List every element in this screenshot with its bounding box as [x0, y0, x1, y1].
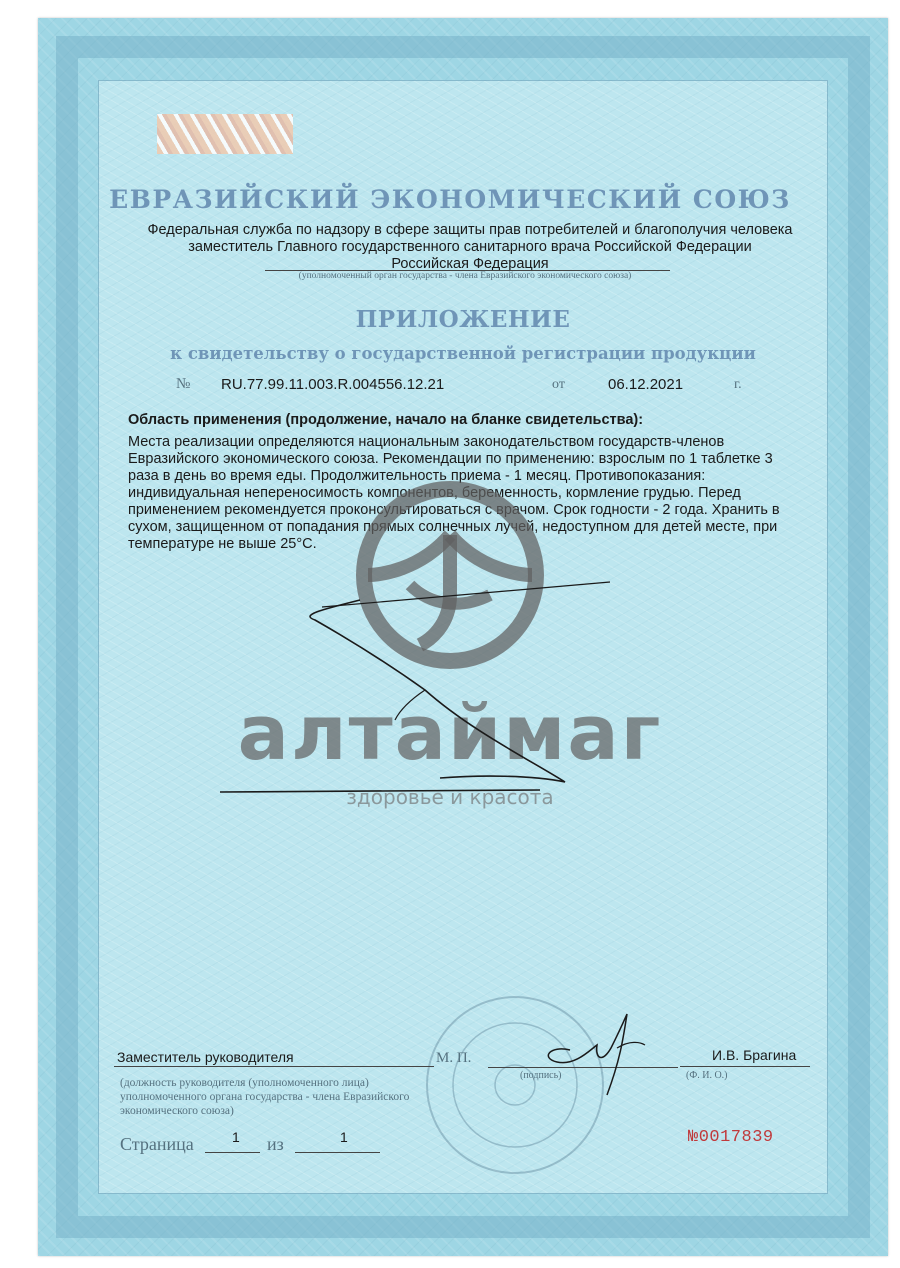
position-underline	[114, 1066, 434, 1067]
registration-date: 06.12.2021	[608, 376, 684, 393]
scope-body: Места реализации определяются национальным законодательством государств-членов Евразийского экономического союза. Рекомендации по применению: взрослым по 1 таблетке 3 раза в день во время еды. Продолжительность приема - 1 месяц. Противопоказания: индивидуальная непереносимость компонентов, беременность, кормление грудью. Перед применением рекомендуется проконсультироваться с врачом. Срок годности - 2 года. Хранить в сухом, защищенном от попадания прямых солнечных лучей, недоступном для детей месте, при температуре не выше 25°С.	[128, 434, 780, 552]
date-suffix: г.	[734, 377, 742, 392]
name-note: (Ф. И. О.)	[686, 1070, 728, 1081]
watermark-tagline: здоровье и красота	[346, 785, 554, 809]
signature-note: (подпись)	[520, 1070, 562, 1081]
page-total: 1	[340, 1129, 348, 1145]
agency-line-2: заместитель Главного государственного санитарного врача Российской Федерации	[188, 239, 752, 255]
registration-number: RU.77.99.11.003.R.004556.12.21	[221, 376, 445, 393]
agency-note: (уполномоченный орган государства - члена Евразийского экономического союза)	[298, 271, 632, 281]
date-prefix: от	[552, 377, 565, 392]
number-sign: №	[176, 376, 191, 392]
document-title: ПРИЛОЖЕНИЕ	[355, 306, 571, 333]
name-underline	[680, 1066, 810, 1067]
position-note: (должность руководителя (уполномоченного лица) уполномоченного органа государства - члена Евразийского экономического союза)	[120, 1077, 410, 1117]
page-current-underline	[205, 1152, 260, 1153]
seal-place-label: М. П.	[436, 1050, 472, 1066]
signatory-name: И.В. Брагина	[712, 1047, 797, 1063]
hologram-sticker	[157, 114, 293, 154]
serial-number: №0017839	[688, 1128, 774, 1147]
scope-heading: Область применения (продолжение, начало на бланке свидетельства):	[128, 412, 644, 428]
handwritten-strike-signature	[210, 570, 620, 810]
document-subtitle: к свидетельству о государственной регистрации продукции	[170, 344, 756, 363]
agency-line-3: Российская Федерация	[391, 256, 549, 272]
watermark-brand: алтаймаг	[237, 688, 663, 777]
page-label: Страница	[120, 1134, 194, 1154]
agency-line-1: Федеральная служба по надзору в сфере защиты прав потребителей и благополучия человека	[147, 222, 793, 238]
union-title: ЕВРАЗИЙСКИЙ ЭКОНОМИЧЕСКИЙ СОЮЗ	[109, 185, 791, 214]
agency-block	[100, 222, 840, 273]
signatory-position: Заместитель руководителя	[117, 1049, 294, 1065]
page-current: 1	[232, 1129, 240, 1145]
page-total-underline	[295, 1152, 380, 1153]
official-signature	[535, 1000, 655, 1110]
page-of-label: из	[267, 1134, 284, 1154]
